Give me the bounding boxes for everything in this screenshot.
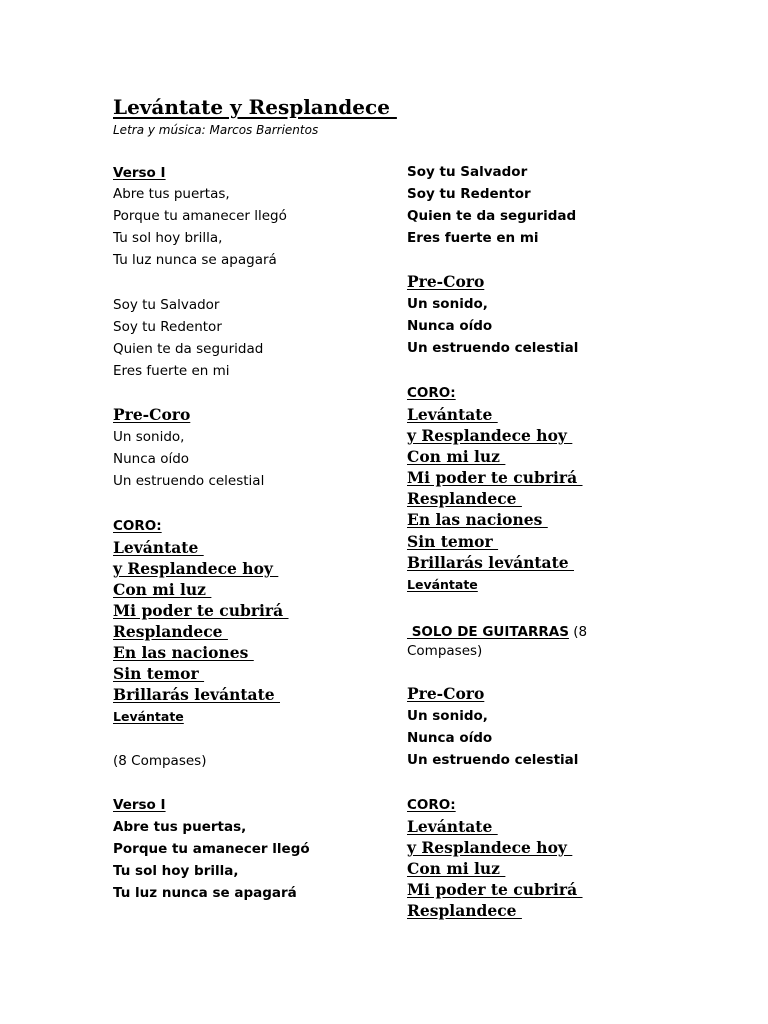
coro-line: Brillarás levántate [407,553,574,572]
coro-line: Sin temor [113,664,205,683]
lyric-line: Tu sol hoy brilla, [113,230,223,246]
coro-heading: CORO: [407,385,456,401]
lyric-line: Un sonido, [407,296,488,312]
lyric-line: Soy tu Redentor [113,319,222,335]
lyric-line: Un sonido, [407,708,488,724]
solo-count: (8 [568,624,588,640]
precoro-heading: Pre-Coro [113,405,191,424]
lyric-line: Abre tus puertas, [113,819,247,835]
coro-line: Sin temor [407,532,499,551]
coro-line: Levántate [113,538,204,557]
precoro-heading: Pre-Coro [407,272,485,291]
compases-note: (8 Compases) [113,753,207,769]
solo-label: SOLO DE GUITARRAS [407,624,569,640]
lyric-line: Eres fuerte en mi [407,230,539,246]
lyric-line: Tu luz nunca se apagará [113,885,297,901]
coro-heading: CORO: [113,518,162,534]
coro-line: Levántate [407,817,498,836]
solo-line [407,621,587,640]
lyric-line: Nunca oído [407,730,493,746]
precoro-heading: Pre-Coro [407,684,485,703]
lyric-line: Abre tus puertas, [113,186,230,202]
verse-heading: Verso I [113,165,166,181]
lyric-line: Tu luz nunca se apagará [113,252,277,268]
lyric-line: Porque tu amanecer llegó [113,841,310,857]
coro-line: y Resplandece hoy [407,426,573,445]
coro-line: Levántate [407,405,498,424]
coro-end-line: Levántate [113,709,184,724]
coro-line: Resplandece [407,901,522,920]
coro-line: Resplandece [113,622,228,641]
coro-line: Brillarás levántate [113,685,280,704]
lyric-line: Nunca oído [407,318,493,334]
solo-line-2: Compases) [407,643,483,659]
lyric-line: Porque tu amanecer llegó [113,208,287,224]
coro-line: Mi poder te cubrirá [407,880,583,899]
coro-heading: CORO: [407,797,456,813]
song-credit: Letra y música: Marcos Barrientos [113,123,319,137]
lyric-line: Soy tu Salvador [113,297,220,313]
coro-line: y Resplandece hoy [113,559,279,578]
coro-line: Resplandece [407,489,522,508]
lyric-line: Un estruendo celestial [113,473,265,489]
coro-line: Con mi luz [407,447,506,466]
lyric-line: Quien te da seguridad [407,208,577,224]
lyric-line: Tu sol hoy brilla, [113,863,239,879]
lyric-line: Un sonido, [113,429,185,445]
coro-line: En las naciones [407,510,548,529]
lyric-line: Quien te da seguridad [113,341,264,357]
verse-heading: Verso I [113,797,166,813]
lyric-line: Un estruendo celestial [407,340,579,356]
coro-line: y Resplandece hoy [407,838,573,857]
lyric-line: Un estruendo celestial [407,752,579,768]
song-title: Levántate y Resplandece [113,95,397,119]
coro-line: Con mi luz [113,580,212,599]
coro-line: Mi poder te cubrirá [407,468,583,487]
coro-line: Mi poder te cubrirá [113,601,289,620]
coro-end-line: Levántate [407,577,478,592]
lyric-line: Eres fuerte en mi [113,363,230,379]
coro-line: En las naciones [113,643,254,662]
lyric-line: Soy tu Salvador [407,164,528,180]
coro-line: Con mi luz [407,859,506,878]
lyric-line: Soy tu Redentor [407,186,531,202]
lyric-line: Nunca oído [113,451,190,467]
